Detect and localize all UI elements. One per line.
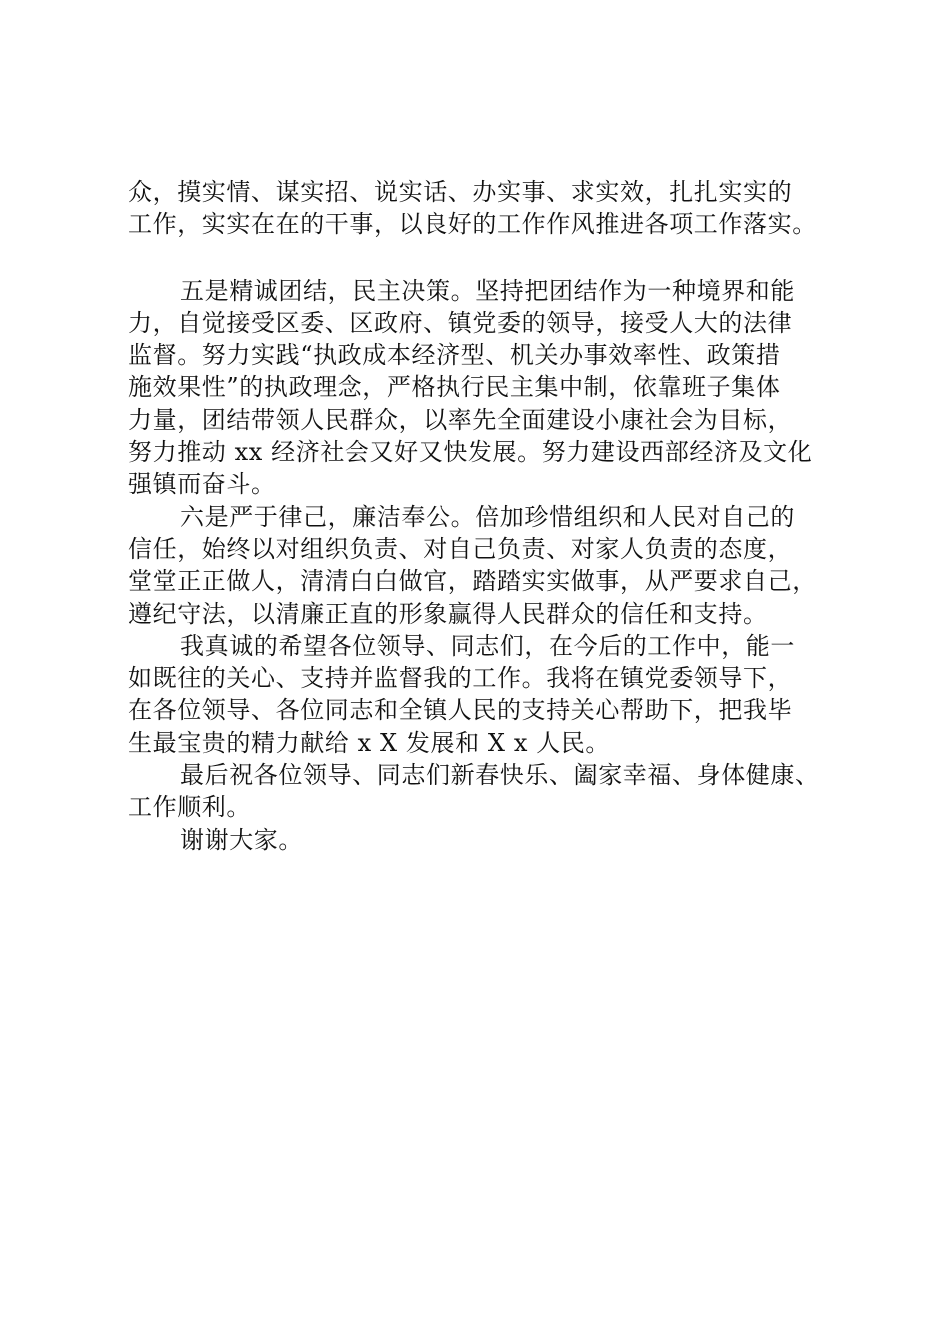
paragraph-hope <box>128 630 848 759</box>
text-line: 遵纪守法，以清廉正直的形象赢得人民群众的信任和支持。 <box>128 599 768 628</box>
text-line: 力，自觉接受区委、区政府、镇党委的领导，接受人大的法律 <box>128 308 793 337</box>
text-line: 如既往的关心、支持并监督我的工作。我将在镇党委领导下， <box>128 664 793 693</box>
text-line: 信任，始终以对组织负责、对自己负责、对家人负责的态度， <box>128 534 793 563</box>
text-line: 施效果性”的执政理念，严格执行民主集中制，依靠班子集体 <box>128 373 781 402</box>
paragraph-unity-democracy <box>128 275 848 501</box>
text-line: 工作，实实在在的干事，以良好的工作作风推进各项工作落实。 <box>128 210 817 239</box>
text-line: 六是严于律己，廉洁奉公。倍加珍惜组织和人民对自己的 <box>180 502 795 531</box>
paragraph-thanks <box>128 824 848 856</box>
paragraph-self-discipline <box>128 501 848 630</box>
text-line: 五是精诚团结，民主决策。坚持把团结作为一种境界和能 <box>180 276 795 305</box>
paragraph-wishes <box>128 759 848 824</box>
text-line: 谢谢大家。 <box>180 825 303 854</box>
paragraph-gap <box>128 241 848 275</box>
text-line: 堂堂正正做人，清清白白做官，踏踏实实做事，从严要求自己， <box>128 567 817 596</box>
text-line: 我真诚的希望各位领导、同志们，在今后的工作中，能一 <box>180 631 795 660</box>
text-line: 力量，团结带领人民群众，以率先全面建设小康社会为目标， <box>128 405 793 434</box>
text-line: 工作顺利。 <box>128 793 251 822</box>
text-line: 最后祝各位领导、同志们新春快乐、阖家幸福、身体健康、 <box>180 761 820 790</box>
paragraph-continuation <box>128 176 848 241</box>
document-body <box>128 176 848 856</box>
text-line: 强镇而奋斗。 <box>128 470 276 499</box>
text-line: 生最宝贵的精力献给 x X 发展和 X x 人民。 <box>128 728 611 757</box>
text-line: 众，摸实情、谋实招、说实话、办实事、求实效，扎扎实实的 <box>128 178 793 206</box>
text-line: 在各位领导、各位同志和全镇人民的支持关心帮助下，把我毕 <box>128 696 793 725</box>
text-line: 监督。努力实践“执政成本经济型、机关办事效率性、政策措 <box>128 341 781 370</box>
text-line: 努力推动 xx 经济社会又好又快发展。努力建设西部经济及文化 <box>128 438 813 467</box>
